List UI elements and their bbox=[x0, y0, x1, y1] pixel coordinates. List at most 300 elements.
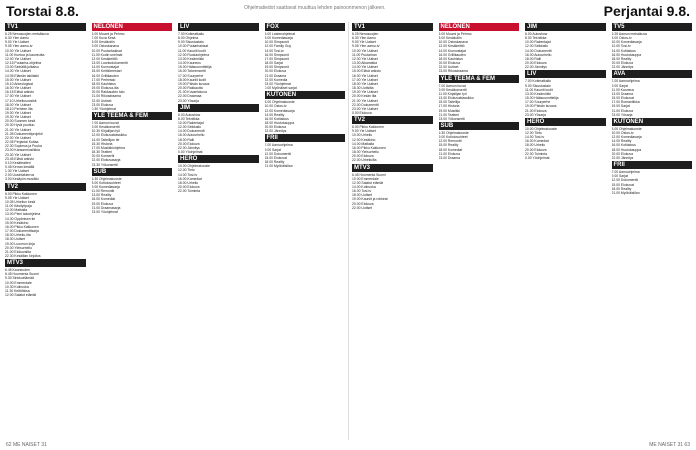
program-listing: 13.00 Elokuvaklassikko bbox=[438, 96, 474, 101]
program-listing: 7.00 Aamuohjelma bbox=[611, 79, 640, 84]
program-listing: 9.00 Kotiolosuhteet bbox=[438, 135, 468, 140]
program-listing: 14.00 Yle Uutiset bbox=[352, 65, 378, 70]
channel-heading: NELONEN bbox=[92, 23, 173, 31]
program-listing: 18.30 Uutiset bbox=[5, 237, 25, 242]
channel-heading: TV5 bbox=[612, 23, 693, 31]
program-listing: 12.00 Remontti bbox=[438, 139, 462, 144]
program-listing: 10.00 Ostos-tv bbox=[611, 130, 634, 135]
program-listing: 19.00 Musiikki bbox=[438, 108, 460, 113]
program-listing: 21.00 Elokuva bbox=[438, 151, 460, 156]
program-listing: 6.00 Pikku Kakkonen bbox=[5, 191, 37, 196]
program-listing: 6.45 Huomenta Suomi bbox=[352, 172, 386, 177]
channel-heading: YLE TEEMA & FEM bbox=[439, 75, 520, 83]
program-listing: 23.00 Yösarja bbox=[611, 112, 633, 117]
channel-heading: HERO bbox=[525, 118, 606, 126]
program-listing: 16.00 Komediat bbox=[525, 139, 549, 144]
program-listing: 8.00 Kotiolosuhteet bbox=[91, 180, 121, 185]
program-listing: 12.00 Seikkailu bbox=[525, 44, 548, 49]
program-listing: 6.00 Autoshow bbox=[525, 32, 548, 36]
channel-heading: YLE TEEMA & FEM bbox=[92, 112, 173, 120]
program-listing: 9.00 Komediasarja bbox=[91, 185, 120, 189]
program-listing: 12.00 Elokuvaklassikko bbox=[91, 133, 127, 138]
program-listing: 20.00 Elokuva bbox=[178, 185, 200, 189]
program-listing: 23.00 Rikosdraama bbox=[438, 69, 468, 74]
program-listing: 11.00 Kirjailijan työ bbox=[438, 91, 467, 96]
program-listing: 13.00 Kesämökki bbox=[525, 91, 552, 96]
program-listing: 18.10 Perheen ilta bbox=[5, 106, 33, 111]
program-listing: 12.00 Matkalla bbox=[5, 208, 28, 213]
program-listing: 18.00 Yle Uutiset bbox=[352, 81, 378, 86]
program-listing: 6.00 Lastenohjelmat bbox=[264, 32, 296, 36]
program-listing: 22.00 Jännitys bbox=[178, 145, 200, 150]
program-listing: 11.00 Kuntoa ja kauneutta bbox=[5, 52, 45, 57]
program-listing: 21.00 Elokuva bbox=[611, 108, 633, 113]
program-listing: 17.00 Perhetalo bbox=[91, 77, 116, 82]
channel-heading: TV1 bbox=[5, 23, 86, 31]
program-listing: 10.05 Urheilun kesä bbox=[5, 199, 36, 204]
program-listing: 11.00 Remontti bbox=[91, 189, 115, 194]
program-listing: 20.00 Elokuva bbox=[611, 61, 633, 66]
program-listing: 10.00 Komediasarja bbox=[611, 40, 642, 45]
program-listing: 9.00 Sisustustalo bbox=[178, 40, 204, 45]
tv-column bbox=[525, 22, 606, 440]
program-listing: 0.45 Kerran kesällä bbox=[5, 165, 35, 169]
program-listing: 18.00 Sarjat bbox=[264, 61, 283, 66]
program-listing: 18.00 Urheilu bbox=[178, 180, 199, 185]
program-listing: 9.00 Yle Uutiset bbox=[352, 129, 376, 134]
tv-column bbox=[5, 22, 86, 440]
program-listing: 15.00 Hääsuunnittelija bbox=[178, 65, 212, 70]
program-listing: 13.00 Kesämökki bbox=[178, 56, 205, 61]
program-listing: 6.00 Autoshow bbox=[178, 112, 201, 117]
program-listing: 22.00 Yle Uutiset bbox=[5, 135, 31, 140]
program-listing: 18.00 Kauniit kodit bbox=[178, 77, 206, 82]
program-listing: 19.00 Kauniit ja rohkeat bbox=[352, 197, 388, 202]
program-listing: 22.30 Kesäillan kirjoitus bbox=[5, 253, 41, 258]
program-listing: 11.00 Kauniit kodit bbox=[178, 48, 206, 53]
program-listing: 23.00 Yösarja bbox=[525, 112, 546, 117]
program-listing: 22.00 Uutiset bbox=[91, 98, 112, 103]
program-listing: 10.00 Emmerdale bbox=[352, 176, 379, 181]
channel-heading: JIM bbox=[525, 23, 606, 31]
program-listing: 10.00 Simpsonit bbox=[264, 40, 289, 45]
program-listing: 23.00 Elokuva bbox=[91, 102, 113, 107]
program-listing: 14.00 Kotiruoka bbox=[352, 185, 376, 189]
channel-heading: SUB bbox=[439, 122, 520, 130]
program-listing: 12.00 Salatut elämät bbox=[352, 180, 384, 185]
program-listing: 18.00 Reality bbox=[264, 160, 285, 165]
program-listing: 9.00 Ostoskanava bbox=[91, 44, 119, 49]
program-listing: 20.00 Elokuva bbox=[525, 147, 547, 152]
program-listing: 20.00 Elokuva bbox=[525, 61, 547, 66]
program-listing: 6.45 Huomenta Suomi bbox=[5, 272, 39, 277]
program-listing: 15.00 Reality bbox=[438, 143, 459, 148]
program-listing: 15.00 Elokuvat bbox=[611, 96, 634, 101]
header-note: Ohjelmatiedot saattavat muuttua lehden painoonmenon jälkeen. bbox=[244, 5, 386, 11]
program-listing: 20.00 Rakkautta bbox=[178, 86, 203, 91]
program-listing: 18.00 Yleisurheilu bbox=[352, 150, 379, 155]
page-header bbox=[0, 0, 696, 22]
channel-heading: TV2 bbox=[5, 183, 86, 191]
program-listing: 13.00 Aikamatka bbox=[352, 61, 378, 66]
program-listing: 0.00 Elokuva bbox=[352, 110, 372, 115]
program-listing: 18.00 Komediat bbox=[438, 147, 463, 152]
program-listing: 9.05 Ylen aamu-tv bbox=[5, 44, 33, 49]
program-listing: 9.00 Yle Uutiset bbox=[5, 40, 29, 45]
program-listing: 7.00 Kuva Kesä bbox=[91, 36, 116, 41]
program-listing: 9.00 Sarjat bbox=[611, 83, 628, 88]
program-listing: 16.00 Kotitalous bbox=[264, 116, 289, 121]
program-listing: 19.00 Simpsonit bbox=[264, 65, 289, 70]
program-listing: 11.00 Puutarhan bbox=[352, 52, 377, 57]
program-listing: 0.00 Myöhäiset sarjat bbox=[264, 86, 297, 91]
program-listing: 10.00 Urheilu bbox=[352, 133, 373, 138]
page-gutter bbox=[348, 22, 349, 440]
program-listing: 16.00 Grillikauden bbox=[91, 73, 119, 78]
program-listing: 13.00 Pieni taloohjelma bbox=[5, 212, 41, 217]
program-listing: 15.10 Arkeologisat bbox=[5, 81, 33, 86]
program-listing: 9.00 Kesäkonsertti bbox=[91, 125, 120, 130]
program-listing: 15.00 Keittiömestari bbox=[91, 69, 122, 74]
program-listing: 14.00 Tosi-tv bbox=[525, 135, 545, 140]
program-listing: 15.30 Historia bbox=[91, 141, 113, 146]
program-listing: 14.00 Reality bbox=[264, 112, 285, 117]
program-listing: 17.00 Simpsonit bbox=[264, 56, 289, 61]
program-listing: 18.30 Teatteri bbox=[91, 150, 112, 155]
program-listing: 2.00 Uusintakierros bbox=[5, 173, 35, 178]
channel-heading: LIV bbox=[525, 70, 606, 78]
program-listing: 19.00 Elokuva bbox=[91, 201, 113, 206]
program-listing: 20.00 Konsertti bbox=[91, 154, 115, 159]
program-listing: 11.30 Keittiökisa bbox=[5, 288, 30, 293]
program-listing: 21.00 Myöhäisillan bbox=[611, 190, 640, 195]
program-listing: 22.00 Komedia bbox=[264, 77, 288, 82]
program-listing: 23.00 Yöohjelmat bbox=[91, 209, 118, 214]
tv-column bbox=[352, 22, 433, 440]
program-listing: 7.00 Aamun kuvat bbox=[91, 120, 119, 125]
program-listing: 22.00 Jännitys bbox=[525, 65, 547, 70]
right-page-number: ME NAISET 31 63 bbox=[649, 442, 690, 448]
program-listing: 16.00 Komediat bbox=[91, 197, 116, 202]
program-listing: 14.00 Tosi-tv bbox=[264, 48, 284, 53]
program-listing: 20.30 Hyvä puuttuu bbox=[5, 123, 35, 128]
program-listing: 18.00 Ralli bbox=[178, 137, 195, 142]
program-listing: 7.00 Aamun kuvat bbox=[438, 83, 466, 88]
channel-heading: JIM bbox=[178, 104, 259, 112]
program-listing: 8.00 Kesäkotiin bbox=[91, 40, 115, 45]
program-listing: 16.00 Pikku Kakkonen bbox=[5, 224, 39, 229]
program-listing: 20.00 Elokuva bbox=[438, 61, 460, 66]
right-page-day: Perjantai 9.8. bbox=[603, 3, 690, 19]
program-listing: 14.00 Matkalla bbox=[352, 141, 375, 146]
program-listing: 22.00 Uutiset bbox=[352, 205, 372, 210]
program-listing: 21.00 Yle Uutiset bbox=[5, 127, 31, 132]
program-listing: 11.00 Käsityöpaja bbox=[5, 204, 32, 209]
program-listing: 18.00 Ralli bbox=[525, 56, 542, 61]
channel-heading: FRII bbox=[612, 161, 693, 169]
program-listing: 8.00 Kesäkotiin bbox=[438, 36, 462, 41]
program-listing: 22.05 Perjantai Kultaa bbox=[5, 140, 39, 145]
program-listing: 22.00 Jännitys bbox=[611, 155, 634, 160]
right-page bbox=[352, 22, 692, 440]
program-listing: 20.00 Yleisurheilu bbox=[5, 245, 32, 250]
program-listing: 19.00 Sarjat bbox=[611, 104, 630, 109]
program-listing: 6.30 Ohjelmakooste bbox=[91, 176, 122, 181]
channel-heading: NELONEN bbox=[439, 23, 520, 31]
program-listing: 14.00 Yle Uutiset bbox=[5, 69, 31, 74]
program-listing: 12.00 Tosi-tv bbox=[611, 44, 631, 49]
program-listing: 12.00 Tieto bbox=[525, 130, 542, 135]
program-listing: 13.00 Reality bbox=[91, 193, 112, 198]
program-listing: 17.00 Dokumenttisarja bbox=[5, 229, 39, 234]
program-listing: 21.00 Elokuvailta bbox=[5, 249, 31, 254]
channel-heading: KUTONEN bbox=[265, 91, 346, 99]
channel-heading: FRII bbox=[265, 134, 346, 142]
program-listing: 20.00 Elokuva bbox=[264, 125, 286, 130]
program-listing: 14.00 Kauneus bbox=[178, 61, 201, 66]
program-listing: 13.00 Seinällä julkaisu bbox=[5, 65, 39, 70]
channel-heading: FOX bbox=[265, 23, 346, 31]
program-listing: 18.00 Huutokauppa bbox=[611, 147, 642, 152]
program-listing: 23.30 Yökonsertti bbox=[91, 162, 118, 167]
program-listing: 17.00 Romantiikka bbox=[611, 100, 640, 105]
program-listing: 22.30 Sopimus ja Puuha bbox=[5, 144, 42, 149]
program-listing: 9.00 Kesäkonsertti bbox=[438, 87, 467, 92]
tv-column bbox=[265, 22, 346, 440]
program-listing: 18.30 Uutisilta bbox=[352, 86, 374, 91]
program-listing: 8.00 Komediasarja bbox=[264, 36, 293, 41]
program-listing: 1.30 Yle Uutiset bbox=[5, 169, 29, 174]
program-listing: 12.00 Kesäkeittiö bbox=[438, 44, 465, 49]
program-listing: 18.00 Kauhistus bbox=[438, 56, 463, 61]
program-listing: 8.00 Ostos-tv bbox=[611, 36, 632, 41]
program-listing: 17.00 Suurperhe bbox=[178, 73, 204, 78]
channel-heading: MTV3 bbox=[5, 259, 86, 267]
program-listing: 6.30 Ylen Aamu bbox=[5, 36, 29, 41]
program-listing: 10.00 Ostoskanava bbox=[438, 40, 468, 45]
program-listing: 19.00 Yle Uutiset bbox=[5, 110, 31, 115]
program-listing: 17.00 Yle Uutiset bbox=[352, 77, 378, 82]
program-listing: 20.00 Elokuva bbox=[611, 151, 633, 156]
program-listing: 12.00 Dokumentit bbox=[611, 178, 639, 183]
program-listing: 16.00 Autourheilu bbox=[525, 52, 552, 57]
program-listing: 10.00 Yle Uutiset bbox=[352, 48, 378, 53]
program-listing: 9.05 Ylen aamu-tv bbox=[352, 44, 380, 49]
program-listing: 8.00 Tekniikka bbox=[525, 36, 547, 41]
program-listing: 14.00 Dokumentit bbox=[178, 129, 205, 134]
program-listing: 6.25 Aamun metsäkuva bbox=[611, 32, 647, 36]
program-listing: 6.30 Ylen Aamu bbox=[352, 36, 376, 41]
program-listing: 21.00 Draamasarja bbox=[91, 205, 121, 210]
program-listing: 12.00 Salatut elämät bbox=[5, 293, 37, 298]
program-listing: 20.00 Elokuva bbox=[264, 69, 286, 74]
program-listing: 22.00 Urheiluilta bbox=[352, 158, 377, 163]
program-listing: 6.00 Muumi ja Pehmo bbox=[438, 32, 472, 36]
program-listing: 23.30 Yle Uutiset bbox=[5, 152, 31, 157]
program-listing: 16.00 Komediat bbox=[178, 176, 202, 181]
program-listing: 21.00 Elokuva bbox=[525, 108, 547, 113]
program-listing: 0.10 Kesäteatteri bbox=[5, 160, 31, 165]
program-listing: 12.15 Puutarha-ohjelma bbox=[5, 61, 42, 66]
program-listing: 20.00 Rakkauden talo bbox=[91, 90, 125, 95]
program-listing: 10.00 Ostos-tv bbox=[264, 104, 287, 109]
program-listing: 0.00 Yöohjelmat bbox=[525, 155, 550, 160]
program-listing: 12.00 Yle Uutiset bbox=[5, 56, 31, 61]
program-listing: 10.00 Ohjelmakooste bbox=[525, 126, 558, 131]
program-listing: 8.00 Ohjelmakooste bbox=[611, 126, 642, 131]
program-listing: 12.00 Komediasarja bbox=[611, 135, 642, 140]
program-listing: 10.00 Puutarhakisat bbox=[178, 44, 209, 49]
program-listing: 11.00 Kodin unelmat bbox=[91, 52, 123, 57]
program-listing: 9.00 Yle Uutiset bbox=[352, 40, 376, 45]
program-listing: 20.00 Elokuva bbox=[352, 154, 374, 159]
program-listing: 11.00 Kauneus bbox=[611, 87, 635, 92]
program-listing: 6.45 Kauneuden bbox=[5, 268, 30, 273]
program-listing: 19.30 Yle Uutiset bbox=[5, 115, 31, 120]
program-listing: 6.00 Muumi ja Pehmo bbox=[91, 32, 125, 36]
program-listing: 16.00 Simpsonit bbox=[264, 52, 289, 57]
program-listing: 6.25 Nenosuojien metsäkuva bbox=[5, 32, 49, 36]
program-listing: 15.00 Taiteilija bbox=[438, 100, 460, 105]
program-listing: 20.00 Elokuva bbox=[178, 141, 200, 146]
program-listing: 21.00 Rikosdraama bbox=[91, 94, 121, 99]
program-listing: 22.00 Jännitys bbox=[264, 129, 287, 134]
program-listing: 12.00 Tieto bbox=[178, 168, 195, 173]
program-listing: 9.00 Sarjat bbox=[264, 147, 281, 152]
program-listing: 10.00 Emmerdale bbox=[5, 280, 32, 285]
program-listing: 7.00 Kotimatkailu bbox=[525, 79, 552, 84]
program-listing: 19.00 Yle Uutiset bbox=[352, 90, 378, 95]
program-listing: 12.00 Family Guy bbox=[264, 44, 292, 49]
program-listing: 16.15 Elävä arkisto bbox=[5, 90, 34, 95]
program-listing: 10.00 Puutarhakisat bbox=[91, 48, 122, 53]
program-listing: 0.30 Yöohjelmat bbox=[91, 106, 116, 111]
program-listing: 15.00 Elokuvat bbox=[611, 182, 634, 187]
program-listing: 16.00 Yle Uutiset bbox=[352, 73, 378, 78]
program-listing: 17.00 Suurperhe bbox=[525, 100, 551, 105]
program-listing: 18.00 Reality bbox=[611, 56, 632, 61]
program-listing: 21.00 Myöhäisillan bbox=[264, 164, 293, 169]
program-listing: 23.00 Yösarja bbox=[178, 98, 199, 103]
program-listing: 15.00 Yle Uutiset bbox=[5, 77, 31, 82]
page-footer bbox=[0, 440, 696, 450]
program-listing: 16.00 Grillikauden bbox=[438, 52, 466, 57]
program-listing: 18.00 Yle Uutiset bbox=[5, 102, 31, 107]
program-listing: 10.30 Kirjailijan työ bbox=[91, 129, 120, 134]
program-listing: 8.00 Ohjelmakooste bbox=[264, 100, 295, 105]
program-listing: 21.05 Dokumenttiprojekti bbox=[5, 131, 43, 136]
program-listing: 21.00 Kuvaelokuva bbox=[178, 90, 207, 95]
program-listing: 22.00 Jännitys bbox=[611, 65, 634, 70]
program-listing: 16.00 Tosi-tv bbox=[352, 189, 372, 194]
program-listing: 7.00 Kotimatkailu bbox=[178, 32, 205, 36]
program-listing: 11.00 Kauniit kodit bbox=[525, 87, 553, 92]
channel-heading: AVA bbox=[612, 70, 693, 78]
program-listing: 13.00 Luontodokumentti bbox=[91, 61, 128, 66]
program-listing: 6.30 Ohjelmakooste bbox=[438, 130, 469, 135]
program-listing: 16.00 Huutokauppa bbox=[611, 52, 642, 57]
tv-column bbox=[92, 22, 173, 440]
program-listing: 17.00 Musiikkiohjelma bbox=[91, 145, 125, 150]
program-listing: 20.00 Suomen kesä bbox=[5, 119, 36, 124]
program-listing: 18.00 Reality bbox=[611, 186, 632, 191]
program-listing: 12.00 Seikkailu bbox=[178, 125, 201, 130]
program-listing: 16.00 Yle Uutiset bbox=[5, 86, 31, 91]
program-listing: 8.00 Tekniikka bbox=[178, 116, 200, 121]
program-listing: 19.00 Luonnon kirja bbox=[5, 241, 35, 246]
program-listing: 6.00 Pikku Kakkonen bbox=[352, 125, 384, 130]
program-listing: 23.00 Yle Uutiset bbox=[352, 106, 378, 111]
program-listing: 16.00 Kotitalous bbox=[611, 143, 636, 148]
program-listing: 15.00 Elävä arkisto bbox=[352, 69, 381, 74]
program-listing: 18.00 Urheilu bbox=[525, 143, 546, 148]
program-listing: 17.10 Urheilusuosikit bbox=[5, 98, 37, 103]
channel-heading: SUB bbox=[92, 168, 173, 176]
program-listing: 23.00 Yökonsertti bbox=[438, 116, 465, 121]
program-listing: 14.00 Dokumentit bbox=[525, 48, 552, 53]
channel-heading: HERO bbox=[178, 155, 259, 163]
program-listing: 10.30 Kotiruoka bbox=[5, 284, 29, 289]
tv-column bbox=[439, 22, 520, 440]
channel-heading: LIV bbox=[178, 23, 259, 31]
program-listing: 21.00 Teatteri bbox=[438, 112, 459, 117]
program-listing: 18.00 Kauhistus bbox=[91, 81, 116, 86]
program-listing: 7.00 Aamuohjelma bbox=[264, 143, 293, 148]
program-listing: 22.00 Toiminta bbox=[178, 189, 200, 194]
program-listing: 17.00 Yle Uutiset bbox=[5, 94, 31, 99]
program-listing: 14.00 Reality bbox=[611, 139, 632, 144]
channel-heading: MTV3 bbox=[352, 164, 433, 172]
left-page-number: 62 ME NAISET 31 bbox=[6, 442, 47, 448]
program-listing: 12.00 Yle Uutiset bbox=[352, 56, 378, 61]
program-listing: 17.00 Historia bbox=[438, 104, 460, 109]
program-listing: 6.25 Nenosuojien bbox=[352, 32, 379, 36]
program-listing: 8.00 Ohjelma bbox=[178, 36, 199, 41]
program-listing: 14.00 Tosi-tv bbox=[178, 172, 198, 177]
program-listing: 21.00 Yle Uutiset bbox=[352, 98, 378, 103]
program-listing: 12.00 Ruokaohjelma bbox=[178, 52, 210, 57]
program-listing: 14.00 Kunnostajat bbox=[91, 65, 119, 70]
program-listing: 10.00 Rakentajat bbox=[178, 120, 204, 125]
program-listing: 3.00 Kesäyön musiikki bbox=[5, 177, 39, 182]
channel-heading: KUTONEN bbox=[612, 118, 693, 126]
program-listing: 18.00 Uutiset bbox=[352, 193, 372, 198]
program-listing: 23.00 Yöohjelmat bbox=[264, 81, 291, 86]
program-listing: 18.00 Urheilu-ilta bbox=[5, 233, 31, 238]
left-page-day: Torstai 8.8. bbox=[6, 3, 79, 19]
program-listing: 22.00 Dokumentti bbox=[352, 102, 379, 107]
program-listing: 7.00 Aamuohjelma bbox=[611, 170, 640, 175]
program-listing: 12.00 Kesäkeittiö bbox=[91, 56, 118, 61]
program-listing: 16.00 Autourheilu bbox=[178, 133, 205, 138]
program-listing: 0.00 Yöohjelmat bbox=[178, 150, 203, 155]
tv-column bbox=[612, 22, 693, 440]
program-listing: 13.00 Draama bbox=[611, 91, 633, 96]
program-listing: 20.00 Kesän ilta bbox=[352, 94, 377, 99]
program-listing: 20.00 Elokuva bbox=[352, 201, 374, 206]
left-page bbox=[5, 22, 345, 440]
program-listing: 16.00 Pikku Kakkonen bbox=[352, 145, 386, 150]
program-listing: 15.00 Hääsuunnittelija bbox=[525, 96, 559, 101]
program-listing: 21.00 Draama bbox=[264, 73, 286, 78]
program-listing: 18.00 Huutokauppa bbox=[264, 120, 295, 125]
program-listing: 10.00 Rakentajat bbox=[525, 40, 551, 45]
tv-column bbox=[178, 22, 259, 440]
program-listing: 23.00 Draama bbox=[438, 155, 460, 160]
program-listing: 14.30 Oppimisen tie bbox=[5, 216, 36, 221]
program-listing: 23.00 Kansanmusiikkia bbox=[5, 148, 40, 153]
program-listing: 15.00 Elokuvat bbox=[264, 155, 287, 160]
